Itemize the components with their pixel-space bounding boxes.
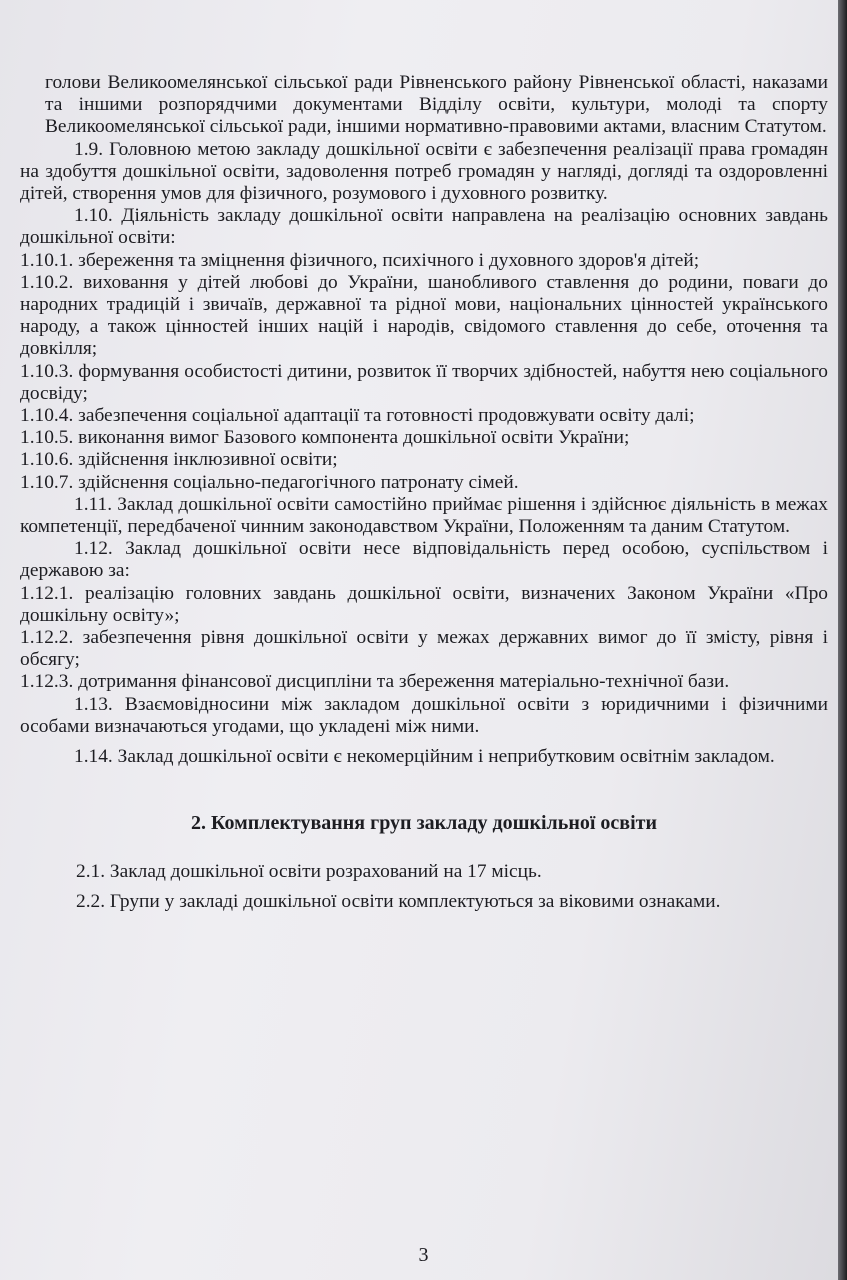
paragraph-intro: голови Великоомелянської сільської ради Рівненського району Рівненської області, наказами та іншими розпорядчими документами Відділу освіти, культури, молоді та спорту Великоомелянської сільської ради, іншими нормативно-правовими актами, власним Статутом. [45,72,828,138]
paragraph-1-10-7: 1.10.7. здійснення соціально-педагогічного патронату сімей. [20,471,519,493]
paragraph-1-11: 1.11. Заклад дошкільної освіти самостійно приймає рішення і здійснює діяльність в межах компетенції, передбаченої чинним законодавством України, Положенням та даним Статутом. [20,493,828,538]
page-edge-shadow [838,0,847,1280]
paragraph-1-10-6: 1.10.6. здійснення інклюзивної освіти; [20,449,338,471]
paragraph-gap [20,738,828,746]
paragraph-1-10-1: 1.10.1. збереження та зміцнення фізичного, психічного і духовного здоров'я дітей; [20,249,700,271]
paragraph-gap [20,883,828,891]
paragraph-1-10: 1.10. Діяльність закладу дошкільної освіти направлена на реалізацію основних завдань дошкільної освіти: [20,205,828,249]
paragraph-1-12: 1.12. Заклад дошкільної освіти несе відповідальність перед особою, суспільством і державою за: [20,538,828,582]
paragraph-1-12-2: 1.12.2. забезпечення рівня дошкільної освіти у межах державних вимог до її змісту, рівня і обсягу; [20,627,828,671]
paragraph-1-10-2: 1.10.2. виховання у дітей любові до України, шанобливого ставлення до родини, поваги до народних традицій і звичаїв, державної та рідної мови, національних цінностей українського народу, а також цінностей інших націй і народів, свідомого ставлення до себе, оточення та довкілля; [20,271,828,360]
paragraph-2-2: 2.2. Групи у закладі дошкільної освіти комплектуються за віковими ознаками. [76,890,721,912]
paragraph-1-12-1: 1.12.1. реалізацію головних завдань дошкільної освіти, визначених Законом України «Про дошкільну освіту»; [20,582,828,626]
paragraph-1-12-3: 1.12.3. дотримання фінансової дисципліни та збереження матеріально-технічної бази. [20,671,730,693]
page-number: 3 [418,1244,429,1266]
paragraph-1-13: 1.13. Взаємовідносини між закладом дошкільної освіти з юридичними і фізичними особами визначаються угодами, що укладені між ними. [20,693,828,737]
paragraph-1-10-5: 1.10.5. виконання вимог Базового компонента дошкільної освіти України; [20,427,630,449]
paragraph-2-1: 2.1. Заклад дошкільної освіти розрахований на 17 місць. [76,860,542,882]
paragraph-1-10-3: 1.10.3. формування особистості дитини, розвиток її творчих здібностей, набуття нею соціального досвіду; [20,360,828,404]
document-body [20,72,828,913]
paragraph-1-14: 1.14. Заклад дошкільної освіти є некомерційним і неприбутковим освітнім закладом. [74,746,775,768]
paragraph-1-9: 1.9. Головною метою закладу дошкільної освіти є забезпечення реалізації права громадян на здобуття дошкільної освіти, задоволення потреб громадян у нагляді, догляді та оздоровленні дітей, створення умов для фізичного, розумового і духовного розвитку. [20,138,828,205]
paragraph-1-10-4: 1.10.4. забезпечення соціальної адаптації та готовності продовжувати освіту далі; [20,405,695,427]
section-title: 2. Комплектування груп закладу дошкільної освіти [190,812,658,835]
